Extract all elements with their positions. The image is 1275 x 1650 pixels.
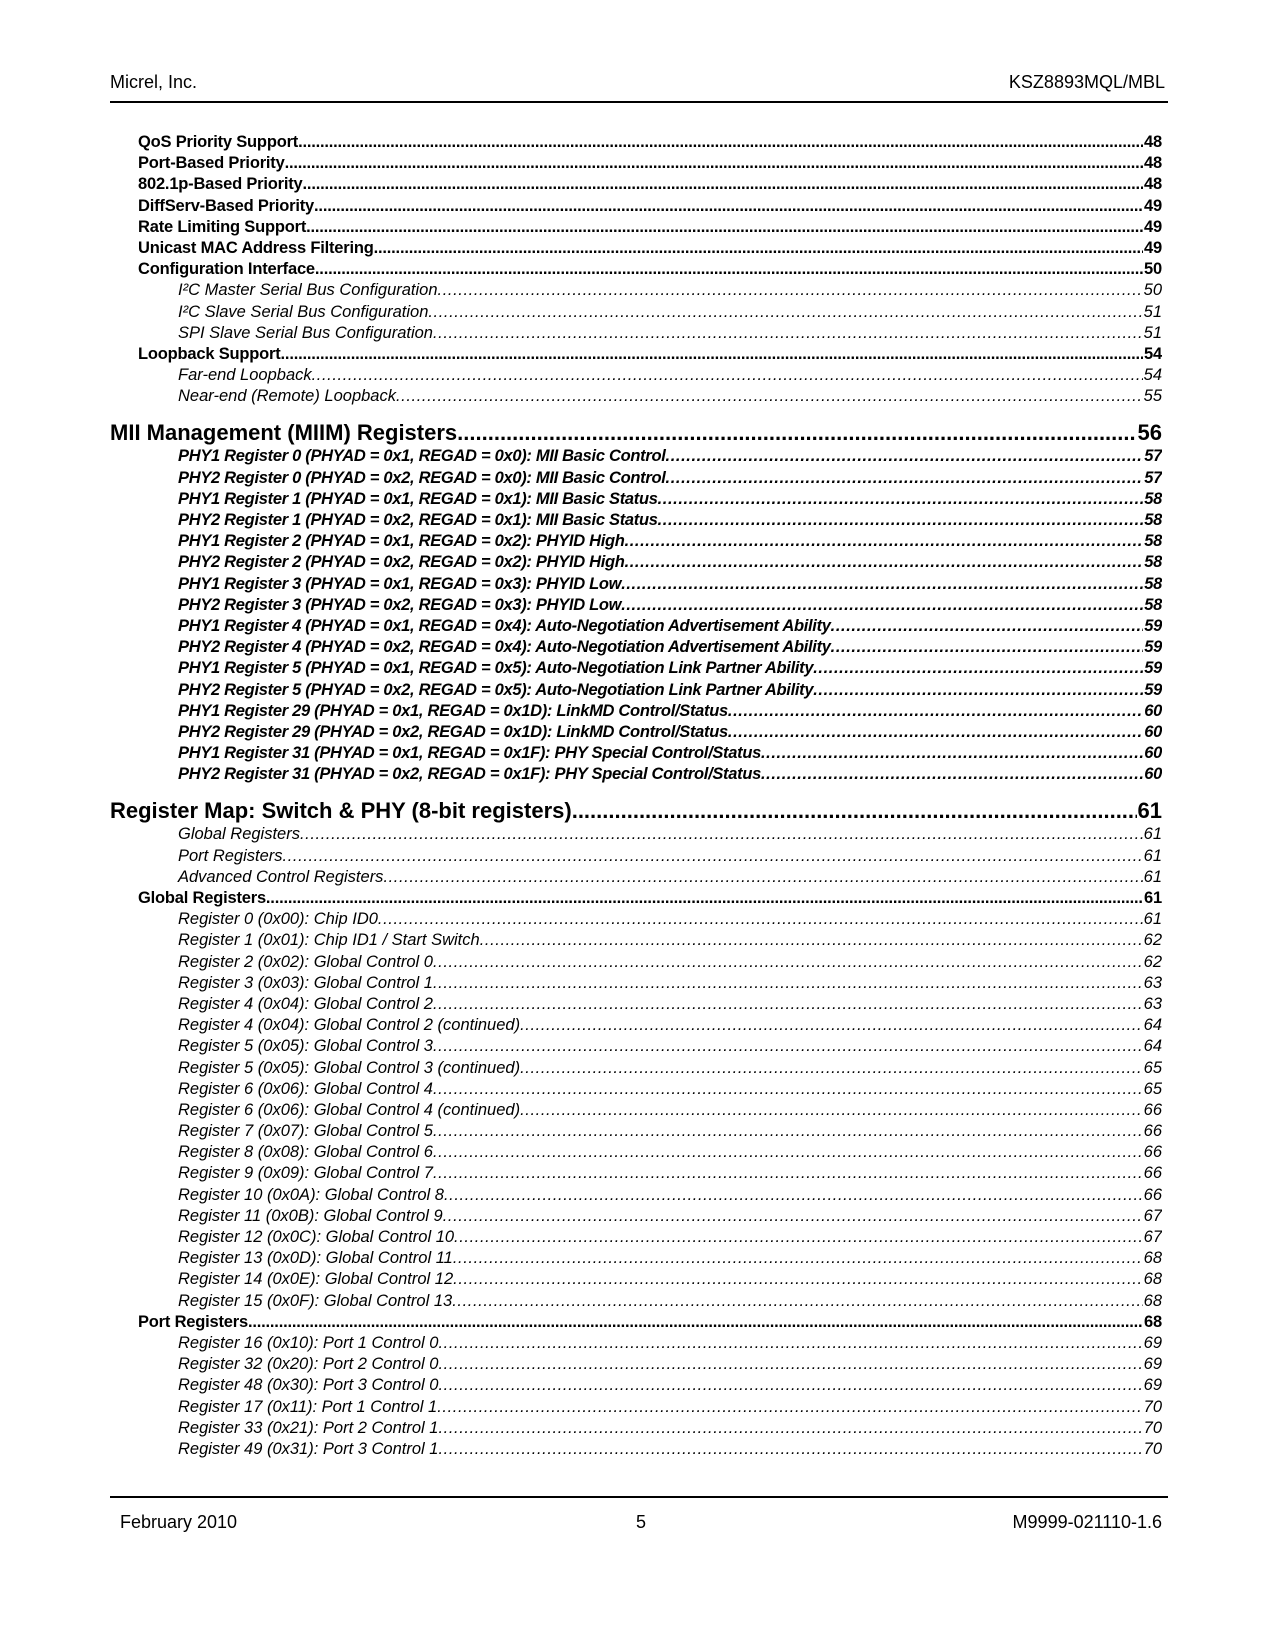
dot-leader bbox=[625, 552, 1144, 573]
dot-leader bbox=[433, 323, 1143, 344]
toc-entry-page: 49 bbox=[1144, 217, 1162, 236]
toc-entry-title: Register 14 (0x0E): Global Control 12 bbox=[178, 1270, 454, 1289]
toc-entry-page: 51 bbox=[1143, 302, 1162, 321]
part-number: KSZ8893MQL/MBL bbox=[1008, 72, 1165, 92]
toc-entry-title: Global Registers bbox=[138, 889, 266, 907]
toc-entry-title: MII Management (MIIM) Registers bbox=[110, 420, 458, 446]
toc-entry[interactable] bbox=[110, 1079, 1162, 1100]
dot-leader bbox=[437, 1397, 1142, 1418]
toc-entry-title: Register 9 (0x09): Global Control 7 bbox=[178, 1164, 433, 1183]
toc-entry-page: 62 bbox=[1143, 952, 1162, 971]
dot-leader bbox=[438, 1418, 1142, 1439]
toc-entry-title: Register 32 (0x20): Port 2 Control 0 bbox=[178, 1355, 439, 1374]
toc-entry-page: 66 bbox=[1143, 1185, 1162, 1204]
toc-entry-title: PHY2 Register 1 (PHYAD = 0x2, REGAD = 0x1): MII Basic Status bbox=[178, 511, 658, 529]
dot-leader bbox=[281, 344, 1144, 365]
toc-entry-page: 66 bbox=[1143, 1122, 1162, 1141]
dot-leader bbox=[374, 238, 1143, 259]
dot-leader bbox=[480, 930, 1143, 951]
toc-entry[interactable] bbox=[110, 722, 1162, 743]
dot-leader bbox=[266, 888, 1143, 909]
toc-entry-page: 58 bbox=[1144, 553, 1162, 572]
toc-entry-title: Global Registers bbox=[178, 825, 300, 844]
toc-entry-title: Port Registers bbox=[138, 1312, 248, 1331]
dot-leader bbox=[312, 365, 1143, 386]
toc-entry-page: 65 bbox=[1143, 1079, 1162, 1098]
toc-entry-title: PHY2 Register 31 (PHYAD = 0x2, REGAD = 0x1F): PHY Special Control/Status bbox=[178, 765, 761, 784]
toc-entry[interactable] bbox=[110, 1036, 1162, 1057]
toc-entry-title: Register 10 (0x0A): Global Control 8 bbox=[178, 1185, 444, 1204]
toc-entry-page: 60 bbox=[1144, 744, 1162, 763]
dot-leader bbox=[298, 132, 1143, 153]
toc-entry[interactable] bbox=[110, 1015, 1162, 1036]
toc-entry[interactable] bbox=[110, 1185, 1162, 1206]
toc-entry[interactable] bbox=[110, 637, 1162, 658]
toc-entry-page: 58 bbox=[1144, 595, 1162, 614]
toc-entry-title: Rate Limiting Support bbox=[138, 217, 307, 236]
toc-entry-page: 68 bbox=[1144, 1312, 1162, 1331]
dot-leader bbox=[438, 1354, 1142, 1375]
toc-entry-title: PHY2 Register 0 (PHYAD = 0x2, REGAD = 0x0): MII Basic Control bbox=[178, 468, 666, 487]
company-name: Micrel, Inc. bbox=[110, 72, 198, 92]
toc-entry-page: 57 bbox=[1144, 468, 1162, 487]
dot-leader bbox=[728, 722, 1143, 743]
toc-entry-title: Far-end Loopback bbox=[178, 366, 312, 385]
toc-entry-page: 49 bbox=[1144, 196, 1162, 215]
toc-entry-title: Register 33 (0x21): Port 2 Control 1 bbox=[178, 1418, 439, 1437]
toc-entry-title: Register 15 (0x0F): Global Control 13 bbox=[178, 1291, 453, 1310]
toc-entry-page: 58 bbox=[1144, 574, 1162, 593]
toc-entry-title: Advanced Control Registers bbox=[178, 867, 384, 886]
toc-entry-page: 69 bbox=[1143, 1376, 1162, 1395]
toc-entry[interactable] bbox=[110, 930, 1162, 951]
toc-entry-page: 61 bbox=[1143, 910, 1162, 929]
toc-entry-page: 64 bbox=[1143, 1016, 1162, 1035]
toc-entry[interactable] bbox=[110, 595, 1162, 616]
dot-leader bbox=[666, 468, 1144, 489]
toc-entry[interactable] bbox=[110, 973, 1162, 994]
toc-entry-title: PHY2 Register 4 (PHYAD = 0x2, REGAD = 0x4): Auto-Negotiation Advertisement Ability bbox=[178, 638, 831, 657]
toc-entry-title: Register 1 (0x01): Chip ID1 / Start Switch bbox=[178, 931, 480, 950]
toc-entry-page: 66 bbox=[1143, 1100, 1162, 1119]
dot-leader bbox=[666, 446, 1144, 467]
dot-leader bbox=[433, 1163, 1143, 1184]
toc-entry-title: PHY2 Register 29 (PHYAD = 0x2, REGAD = 0x1D): LinkMD Control/Status bbox=[178, 722, 728, 741]
toc-entry-page: 50 bbox=[1144, 260, 1162, 279]
toc-entry-title: PHY2 Register 3 (PHYAD = 0x2, REGAD = 0x3): PHYID Low bbox=[178, 595, 622, 614]
toc-entry-page: 57 bbox=[1144, 447, 1162, 466]
toc-entry-page: 67 bbox=[1143, 1228, 1162, 1246]
toc-entry-title: Register 8 (0x08): Global Control 6 bbox=[178, 1143, 433, 1162]
dot-leader bbox=[572, 797, 1137, 824]
toc-entry-title: Register 48 (0x30): Port 3 Control 0 bbox=[178, 1376, 439, 1395]
dot-leader bbox=[438, 280, 1143, 301]
dot-leader bbox=[831, 616, 1144, 637]
toc-entry-title: Register 6 (0x06): Global Control 4 bbox=[178, 1079, 433, 1098]
toc-entry-page: 54 bbox=[1143, 366, 1162, 385]
dot-leader bbox=[433, 952, 1143, 973]
toc-entry-page: 48 bbox=[1144, 154, 1162, 173]
toc-entry[interactable] bbox=[110, 574, 1162, 595]
toc-entry[interactable] bbox=[110, 510, 1162, 531]
toc-entry-title: Register 7 (0x07): Global Control 5 bbox=[178, 1122, 433, 1141]
dot-leader bbox=[658, 510, 1144, 531]
toc-entry[interactable] bbox=[110, 531, 1162, 552]
toc-entry[interactable] bbox=[110, 446, 1162, 467]
toc-entry-page: 70 bbox=[1143, 1397, 1162, 1416]
toc-entry-page: 48 bbox=[1144, 175, 1162, 194]
toc-entry-page: 51 bbox=[1143, 323, 1162, 342]
toc-entry-title: Register 13 (0x0D): Global Control 11 bbox=[178, 1249, 453, 1268]
toc-entry-page: 61 bbox=[1137, 798, 1162, 824]
dot-leader bbox=[520, 1100, 1143, 1121]
toc-entry-page: 68 bbox=[1143, 1291, 1162, 1310]
toc-entry-title: Register 0 (0x00): Chip ID0 bbox=[178, 910, 378, 929]
toc-entry-page: 58 bbox=[1144, 489, 1162, 508]
toc-entry-page: 62 bbox=[1143, 931, 1162, 950]
section-gap bbox=[110, 785, 1162, 797]
toc-entry-page: 59 bbox=[1144, 680, 1162, 699]
toc-entry-page: 69 bbox=[1143, 1355, 1162, 1374]
toc-entry-page: 58 bbox=[1144, 511, 1162, 529]
toc-entry[interactable] bbox=[110, 764, 1162, 785]
toc-entry-page: 64 bbox=[1143, 1037, 1162, 1056]
toc-entry-title: PHY2 Register 2 (PHYAD = 0x2, REGAD = 0x2): PHYID High bbox=[178, 553, 625, 572]
toc-entry[interactable] bbox=[110, 552, 1162, 573]
toc-entry-title: Register 17 (0x11): Port 1 Control 1 bbox=[178, 1397, 438, 1416]
dot-leader bbox=[314, 196, 1143, 217]
toc-entry-title: Port Registers bbox=[178, 846, 283, 865]
toc-entry-title: DiffServ-Based Priority bbox=[138, 196, 315, 215]
toc-entry[interactable] bbox=[110, 1269, 1162, 1290]
toc-entry-title: Loopback Support bbox=[138, 344, 281, 363]
toc-entry[interactable] bbox=[110, 1163, 1162, 1184]
toc-entry-title: Register 6 (0x06): Global Control 4 (continued) bbox=[178, 1100, 521, 1119]
toc-entry-page: 48 bbox=[1144, 133, 1162, 151]
toc-entry-title: Register 5 (0x05): Global Control 3 (continued) bbox=[178, 1058, 521, 1077]
toc-entry-title: Register Map: Switch & PHY (8-bit registers) bbox=[110, 798, 572, 824]
toc-entry-page: 59 bbox=[1144, 638, 1162, 657]
toc-entry-page: 54 bbox=[1144, 344, 1162, 363]
toc-entry-page: 68 bbox=[1143, 1270, 1162, 1289]
dot-leader bbox=[433, 973, 1143, 994]
toc-entry-page: 66 bbox=[1143, 1164, 1162, 1183]
toc-entry-title: Register 4 (0x04): Global Control 2 bbox=[178, 994, 433, 1013]
dot-leader bbox=[383, 867, 1142, 888]
toc-entry-title: PHY1 Register 0 (PHYAD = 0x1, REGAD = 0x0): MII Basic Control bbox=[178, 447, 666, 466]
toc-entry-title: Unicast MAC Address Filtering bbox=[138, 238, 374, 257]
dot-leader bbox=[444, 1185, 1143, 1206]
toc-entry-title: QoS Priority Support bbox=[138, 133, 299, 151]
toc-entry-page: 67 bbox=[1143, 1206, 1162, 1225]
toc-entry-page: 61 bbox=[1143, 825, 1162, 844]
toc-entry-page: 63 bbox=[1143, 973, 1162, 992]
toc-entry-page: 70 bbox=[1143, 1439, 1162, 1458]
dot-leader bbox=[621, 595, 1143, 616]
toc-entry-title: Register 16 (0x10): Port 1 Control 0 bbox=[178, 1333, 439, 1352]
dot-leader bbox=[378, 909, 1143, 930]
toc-entry-page: 55 bbox=[1143, 387, 1162, 406]
dot-leader bbox=[433, 994, 1143, 1015]
dot-leader bbox=[433, 1036, 1143, 1057]
toc-entry-title: PHY2 Register 5 (PHYAD = 0x2, REGAD = 0x5): Auto-Negotiation Link Partner Ability bbox=[178, 680, 814, 699]
toc-entry-page: 49 bbox=[1144, 238, 1162, 257]
dot-leader bbox=[285, 153, 1143, 174]
toc-entry-page: 61 bbox=[1144, 889, 1162, 907]
toc-entry-page: 69 bbox=[1143, 1333, 1162, 1352]
dot-leader bbox=[428, 302, 1142, 323]
toc-entry[interactable] bbox=[110, 1058, 1162, 1079]
page-number: 5 bbox=[635, 1512, 647, 1532]
toc-entry[interactable] bbox=[110, 217, 1162, 238]
toc-entry-title: I²C Slave Serial Bus Configuration bbox=[178, 302, 429, 321]
toc-entry[interactable] bbox=[110, 238, 1162, 259]
toc-entry[interactable] bbox=[110, 1439, 1162, 1460]
dot-leader bbox=[438, 1375, 1142, 1396]
dot-leader bbox=[728, 701, 1143, 722]
toc-entry-page: 65 bbox=[1143, 1058, 1162, 1077]
toc-entry[interactable] bbox=[110, 344, 1162, 365]
toc-entry-page: 56 bbox=[1137, 420, 1162, 446]
dot-leader bbox=[453, 1269, 1143, 1290]
dot-leader bbox=[433, 1079, 1143, 1100]
page-footer bbox=[120, 1512, 1162, 1536]
toc-entry[interactable] bbox=[110, 153, 1162, 174]
dot-leader bbox=[283, 846, 1143, 867]
dot-leader bbox=[454, 1227, 1143, 1248]
toc-entry[interactable] bbox=[110, 867, 1162, 888]
toc-entry-page: 50 bbox=[1143, 281, 1162, 300]
toc-entry-title: Register 5 (0x05): Global Control 3 bbox=[178, 1037, 433, 1056]
section-gap bbox=[110, 407, 1162, 419]
dot-leader bbox=[453, 1248, 1143, 1269]
toc-entry-title: I²C Master Serial Bus Configuration bbox=[178, 281, 438, 300]
toc-entry[interactable] bbox=[110, 1397, 1162, 1418]
toc-entry-page: 61 bbox=[1143, 846, 1162, 865]
toc-entry[interactable] bbox=[110, 952, 1162, 973]
toc-entry-title: SPI Slave Serial Bus Configuration bbox=[178, 323, 433, 342]
toc-entry-title: Register 11 (0x0B): Global Control 9 bbox=[178, 1206, 443, 1225]
table-of-contents bbox=[110, 132, 1162, 1460]
page-header bbox=[110, 72, 1165, 96]
toc-entry[interactable] bbox=[110, 259, 1162, 280]
dot-leader bbox=[621, 574, 1143, 595]
toc-entry[interactable] bbox=[110, 489, 1162, 510]
dot-leader bbox=[625, 531, 1144, 552]
dot-leader bbox=[438, 1439, 1142, 1460]
toc-entry-page: 58 bbox=[1144, 532, 1162, 551]
toc-entry-page: 68 bbox=[1143, 1249, 1162, 1268]
toc-entry[interactable] bbox=[110, 302, 1162, 323]
dot-leader bbox=[520, 1058, 1143, 1079]
toc-entry-page: 70 bbox=[1143, 1418, 1162, 1437]
dot-leader bbox=[396, 386, 1143, 407]
toc-entry[interactable] bbox=[110, 1227, 1162, 1248]
toc-entry[interactable] bbox=[110, 909, 1162, 930]
toc-entry-title: Register 4 (0x04): Global Control 2 (continued) bbox=[178, 1016, 521, 1035]
toc-entry[interactable] bbox=[110, 743, 1162, 764]
dot-leader bbox=[300, 824, 1143, 845]
toc-entry[interactable] bbox=[110, 468, 1162, 489]
toc-entry-page: 61 bbox=[1143, 867, 1162, 886]
toc-entry[interactable] bbox=[110, 386, 1162, 407]
toc-entry-page: 60 bbox=[1144, 722, 1162, 741]
toc-entry-title: Configuration Interface bbox=[138, 260, 315, 279]
dot-leader bbox=[457, 419, 1136, 446]
footer-date: February 2010 bbox=[120, 1512, 238, 1532]
toc-entry[interactable] bbox=[110, 1333, 1162, 1354]
toc-entry[interactable] bbox=[110, 1291, 1162, 1312]
dot-leader bbox=[303, 174, 1144, 195]
toc-entry-title: PHY1 Register 5 (PHYAD = 0x1, REGAD = 0x5): Auto-Negotiation Link Partner Ability bbox=[178, 659, 814, 678]
toc-entry-title: Register 12 (0x0C): Global Control 10 bbox=[178, 1228, 455, 1246]
toc-entry-page: 63 bbox=[1143, 994, 1162, 1013]
toc-section-heading[interactable] bbox=[110, 797, 1162, 824]
dot-leader bbox=[443, 1206, 1143, 1227]
dot-leader bbox=[433, 1142, 1143, 1163]
toc-entry[interactable] bbox=[110, 1100, 1162, 1121]
toc-entry-title: Register 2 (0x02): Global Control 0 bbox=[178, 952, 433, 971]
dot-leader bbox=[761, 743, 1143, 764]
toc-entry-page: 66 bbox=[1143, 1143, 1162, 1162]
toc-entry[interactable] bbox=[110, 1121, 1162, 1142]
document-number: M9999-021110-1.6 bbox=[1012, 1512, 1162, 1532]
toc-entry[interactable] bbox=[110, 1142, 1162, 1163]
toc-entry[interactable] bbox=[110, 1248, 1162, 1269]
toc-entry-title: Near-end (Remote) Loopback bbox=[178, 387, 396, 406]
header-rule bbox=[110, 101, 1168, 103]
toc-entry[interactable] bbox=[110, 174, 1162, 195]
dot-leader bbox=[761, 764, 1143, 785]
dot-leader bbox=[433, 1121, 1143, 1142]
toc-entry-page: 59 bbox=[1144, 616, 1162, 635]
toc-entry[interactable] bbox=[110, 323, 1162, 344]
dot-leader bbox=[813, 680, 1143, 701]
toc-entry-page: 60 bbox=[1144, 765, 1162, 784]
toc-entry[interactable] bbox=[110, 658, 1162, 679]
toc-entry-title: PHY1 Register 31 (PHYAD = 0x1, REGAD = 0x1F): PHY Special Control/Status bbox=[178, 744, 761, 763]
toc-entry[interactable] bbox=[110, 196, 1162, 217]
dot-leader bbox=[813, 658, 1143, 679]
dot-leader bbox=[315, 259, 1143, 280]
toc-entry[interactable] bbox=[110, 616, 1162, 637]
toc-entry[interactable] bbox=[110, 1418, 1162, 1439]
toc-entry-title: PHY1 Register 4 (PHYAD = 0x1, REGAD = 0x4): Auto-Negotiation Advertisement Ability bbox=[178, 616, 831, 635]
toc-entry[interactable] bbox=[110, 1375, 1162, 1396]
dot-leader bbox=[831, 637, 1144, 658]
dot-leader bbox=[438, 1333, 1142, 1354]
toc-entry[interactable] bbox=[110, 132, 1162, 153]
toc-entry[interactable] bbox=[110, 1206, 1162, 1227]
toc-section-heading[interactable] bbox=[110, 419, 1162, 446]
toc-entry-title: 802.1p-Based Priority bbox=[138, 175, 303, 194]
toc-entry-title: PHY1 Register 3 (PHYAD = 0x1, REGAD = 0x3): PHYID Low bbox=[178, 574, 622, 593]
toc-entry[interactable] bbox=[110, 280, 1162, 301]
toc-entry[interactable] bbox=[110, 1354, 1162, 1375]
toc-entry-page: 60 bbox=[1144, 701, 1162, 720]
toc-entry-title: PHY1 Register 29 (PHYAD = 0x1, REGAD = 0x1D): LinkMD Control/Status bbox=[178, 701, 728, 720]
toc-entry[interactable] bbox=[110, 680, 1162, 701]
toc-entry-page: 59 bbox=[1144, 659, 1162, 678]
toc-entry[interactable] bbox=[110, 824, 1162, 845]
toc-entry-title: Register 49 (0x31): Port 3 Control 1 bbox=[178, 1439, 439, 1458]
toc-entry[interactable] bbox=[110, 994, 1162, 1015]
footer-rule bbox=[110, 1496, 1168, 1498]
toc-entry-title: PHY1 Register 1 (PHYAD = 0x1, REGAD = 0x1): MII Basic Status bbox=[178, 489, 658, 508]
toc-entry[interactable] bbox=[110, 888, 1162, 909]
toc-entry[interactable] bbox=[110, 846, 1162, 867]
toc-entry[interactable] bbox=[110, 1312, 1162, 1333]
dot-leader bbox=[452, 1291, 1142, 1312]
dot-leader bbox=[520, 1015, 1143, 1036]
toc-entry[interactable] bbox=[110, 365, 1162, 386]
dot-leader bbox=[306, 217, 1143, 238]
dot-leader bbox=[658, 489, 1144, 510]
toc-entry-title: PHY1 Register 2 (PHYAD = 0x1, REGAD = 0x2): PHYID High bbox=[178, 532, 625, 551]
toc-entry-title: Port-Based Priority bbox=[138, 154, 285, 173]
dot-leader bbox=[248, 1312, 1143, 1333]
toc-entry-title: Register 3 (0x03): Global Control 1 bbox=[178, 973, 433, 992]
toc-entry[interactable] bbox=[110, 701, 1162, 722]
